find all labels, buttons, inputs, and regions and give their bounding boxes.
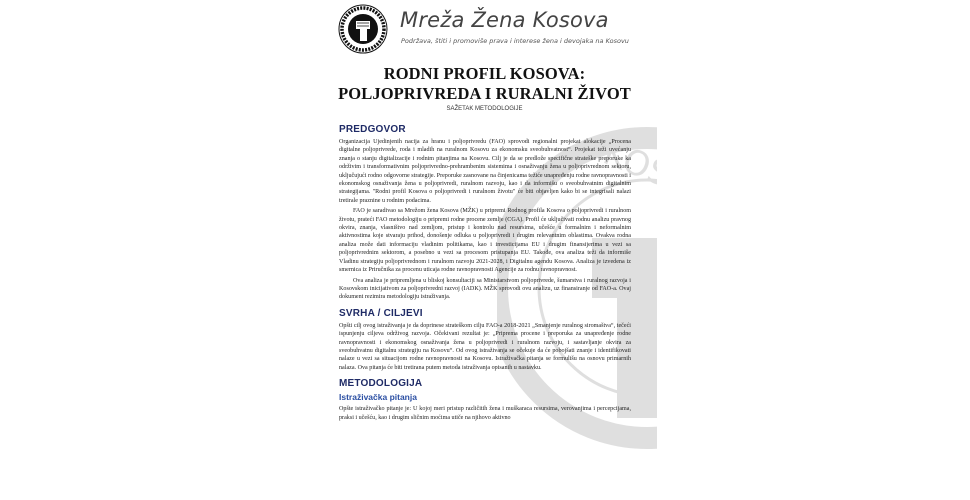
brand-name: Mreža Žena Kosova [400, 8, 609, 32]
paragraph: Opšte istraživačko pitanje je: U kojoj meri pristup različitih žena i muškaraca resursima, verovanjima i percepcijama, praksi i učešću, kao i drugim sličnim moćima utiče na njihovo aktivno [339, 406, 631, 421]
document-title-line2: POLJOPRIVREDA I RURALNI ŽIVOT [338, 84, 631, 103]
watermark-text: KOSOVO [597, 132, 747, 224]
raised-fist-seal-icon [338, 4, 388, 54]
document-page [312, 0, 747, 500]
paragraph: Organizacija Ujedinjenih nacija za hranu i poljoprivredu (FAO) sprovodi regionalni projekat alokacije „Procena digitalne poljoprivrede, roda i mladih na ruralnom Kosovu za ekonomsku sveobuhvatnost“. Projekat teži uvećanju znanja o stanju digitalizacije i rodnim pitanjima na Kosovu. Cilj je da se predlože specifične strateške preporuke ka održivim i transformativnim poljoprivredno-prehrambenim sistemima i osnaživanju žena u poljoprivrednom sektoru, uključujući rodno odgovorne strategije. Preporuke zasnovane na činjenicama težiće unapređenju rodne ravnopravnosti i ekonomskog osnaživanja žena u poljoprivredi, ruralnom razvoju, kao i da informišu o sveobuhvatnim digitalnim strategijama. "Rodni profil Kosova o poljoprivredi i ruralnom životu" će biti objavljen kako bi se integrisali nalazi tretirale praznine u rodnim podacima. [339, 139, 631, 204]
document-title-line1: RODNI PROFIL KOSOVA: [383, 64, 586, 83]
document-body [339, 118, 631, 424]
document-subtitle: SAŽETAK METODOLOGIJE [446, 106, 523, 112]
brand-tagline: Podržava, štiti i promoviše prava i interese žena i devojaka na Kosovu [401, 37, 629, 45]
paragraph: FAO je saradivao sa Mrežom žena Kosova (MŽK) u pripremi Rodnog profila Kosova o poljoprivredi i ruralnom životu, prateći FAO metodologiju o pripremi rodne procene zemlje (CGA). Profil će uključivati rodnu analizu pravnog okvira, znanja, vlasništvo nad zemljom, pristup i kontrolu nad resursima, učešće u formalnim i neformalnim aktivnostima koje stvaraju prihod, donošenje odluka u poljoprivredi i drugim relevantnim oblastima. Ovakva rodna analiza može dati informaciju vladinim politikama, kao i investicijama EU i drugim finansijerima u vezi sa poljoprivrednim sektorom, a posebno u vezi sa procesom pristupanja EU. Takođe, ova analiza teži da informiše Vladinu strategiju poljoprivrednom i ruralnom razvoju 2021-2028, i Digitalnu agendu Kosova. Analiza je izvedena iz smernica iz Priručnika za procenu uticaja rodne ravnopravnosti Agencije za rodnu ravnopravnost. [339, 208, 631, 274]
paragraph: Ova analiza je pripremljena u bliskoj konsultaciji sa Ministarstvom poljoprivrede, šumarstva i ruralnog razvoja i Kosovskom inicijativom za poljoprivredni razvoj (IADK). MŽK sprovodi ovu analizu, uz finansiranje od FAO-a. Ovaj dokument rezimira metodologiju istraživanja. [339, 277, 631, 301]
section-heading-svrha: SVRHA / CILJEVI [339, 307, 423, 319]
section-heading-predgovor: PREDGOVOR [339, 124, 406, 135]
subsection-heading-istrazivacka-pitanja: Istraživačka pitanja [339, 392, 417, 403]
paragraph: Opšti cilj ovog istraživanja je da doprinese strateškom cilju FAO-a 2018-2021 „Smanjenje ruralnog siromaštva“, tečeći ispunjenju ciljeva održivog razvoja. Očekivani rezultat je: „Priprema procene i preporuka za unapređenje rodne ravnopravnosti i ekonomskog osnaživanja žena u poljoprivredi i ruralnom razvoju, i sastavljanje okvira za sveobuhvatnu digitalnu strategiju na Kosovu“. Od ovog istraživanja se očekuje da će pobojšati znanje i identifikovati nalaze u vezi sa situacijom rodne ravnopravnosti na Kosovu. Istraživačka pitanja se formulišu na osnovu primarnih nalaza. Ova pitanja će biti tretirana putem metoda istraživanja opisanih u nastavku. [339, 322, 631, 371]
section-heading-metodologija: METODOLOGIJA [339, 378, 423, 390]
page-header [338, 4, 657, 54]
